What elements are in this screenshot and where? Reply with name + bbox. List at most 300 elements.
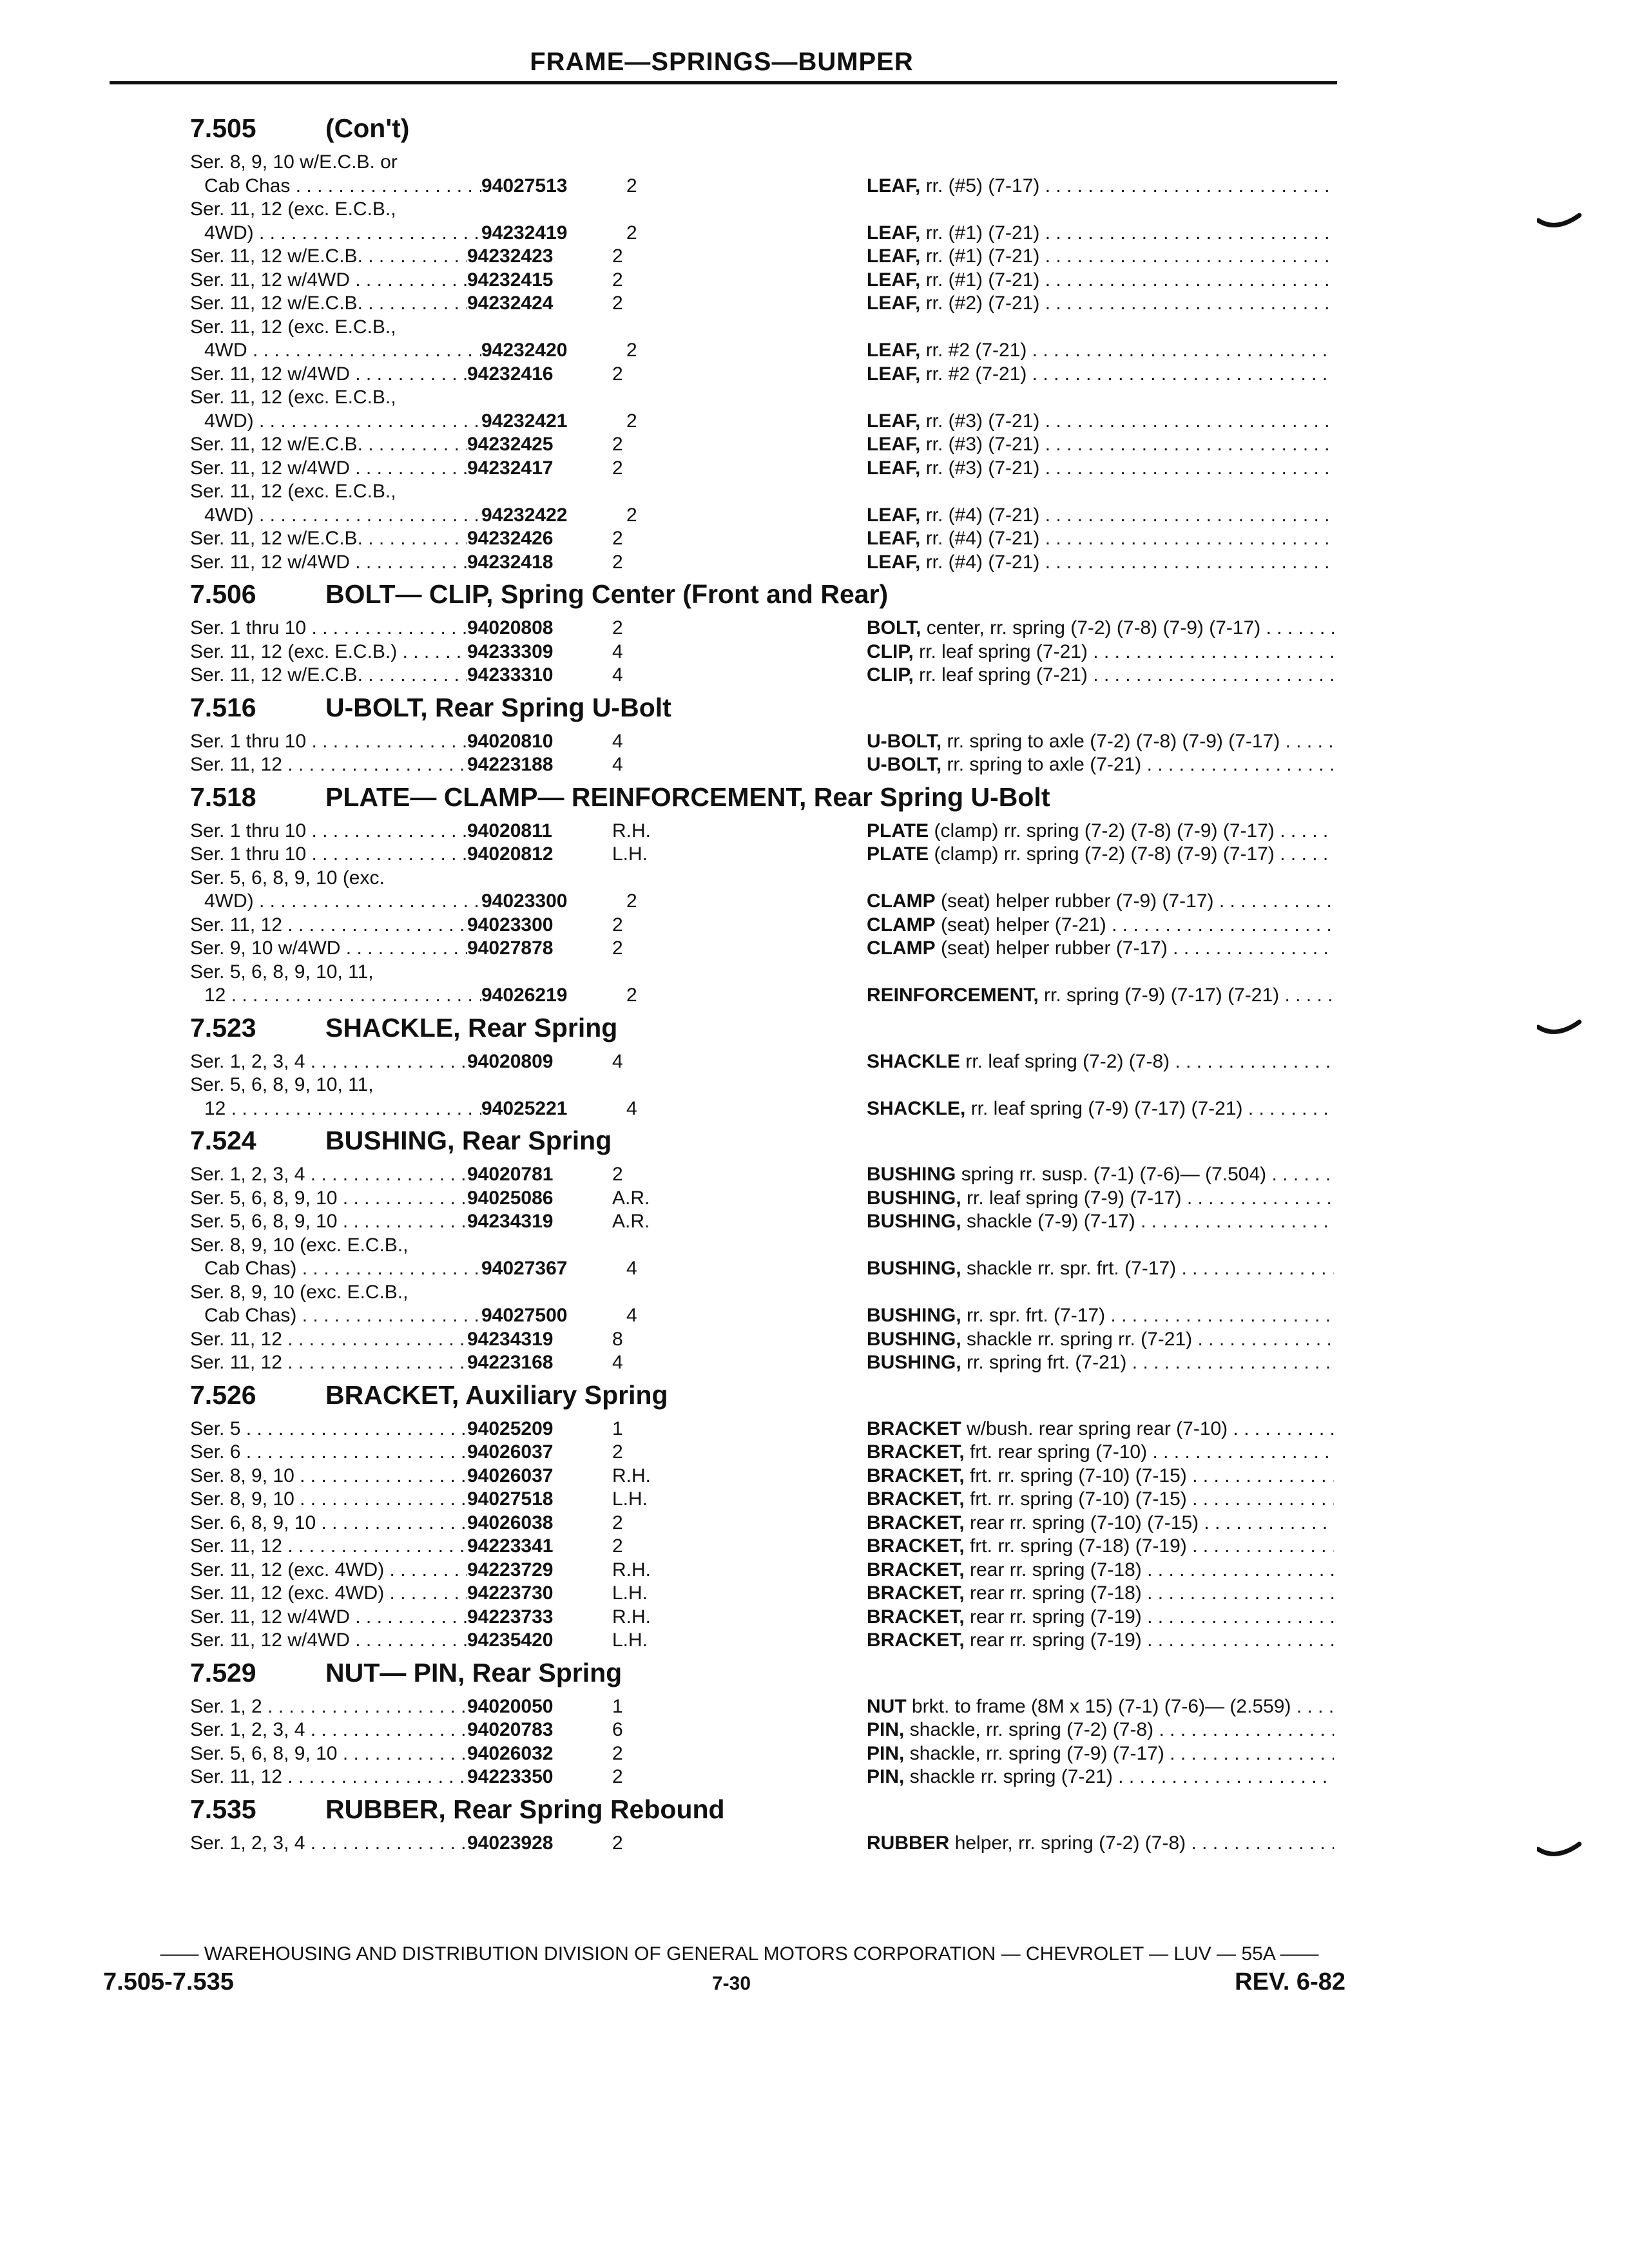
- row-left-columns: [190, 1163, 867, 1187]
- quantity: 2: [612, 1535, 623, 1557]
- quantity: [612, 198, 741, 222]
- part-description: [867, 175, 1334, 198]
- part-description: [867, 504, 1334, 528]
- section-title: RUBBER, Rear Spring Rebound: [325, 1794, 725, 1824]
- parts-row: [190, 730, 1334, 754]
- part-detail: rear rr. spring (7-18): [970, 1582, 1142, 1604]
- footer-revision: REV. 6-82: [1235, 1968, 1345, 1995]
- part-detail: shackle rr. spring rr. (7-21): [967, 1328, 1193, 1350]
- part-detail: frt. rr. spring (7-10) (7-15): [970, 1488, 1187, 1510]
- quantity: L.H.: [612, 1582, 648, 1604]
- parts-row: [190, 1695, 1334, 1719]
- part-number: 94223730: [467, 1582, 554, 1604]
- part-name: LEAF,: [867, 245, 921, 267]
- parts-row: [190, 1163, 1334, 1187]
- quantity: 2: [612, 617, 623, 639]
- part-name: CLAMP: [867, 937, 936, 959]
- quantity: R.H.: [612, 1606, 651, 1628]
- part-number: 94027500: [481, 1305, 568, 1326]
- row-left-columns: [190, 1535, 867, 1559]
- part-number: 94027513: [481, 175, 568, 197]
- application-text: Cab Chas . . .: [190, 175, 481, 198]
- quantity: [612, 1234, 741, 1258]
- part-name: CLIP,: [867, 664, 914, 686]
- part-description: [867, 984, 1334, 1008]
- application-text: Ser. 11, 12 . . .: [190, 1765, 467, 1789]
- row-left-columns: [190, 1073, 867, 1097]
- application-text: Ser. 11, 12 w/4WD . . .: [190, 269, 467, 293]
- section-title: BRACKET, Auxiliary Spring: [325, 1379, 668, 1410]
- application-text: Ser. 1 thru 10 . . .: [190, 843, 467, 867]
- part-detail: rr. (#1) (7-21): [925, 222, 1040, 244]
- part-detail: rr. leaf spring (7-21): [919, 664, 1088, 686]
- quantity: L.H.: [612, 843, 648, 865]
- part-number: 94232425: [467, 434, 554, 455]
- quantity: 2: [612, 1832, 623, 1854]
- part-description: [867, 245, 1334, 269]
- section-title: NUT— PIN, Rear Spring: [325, 1657, 622, 1687]
- row-left-columns: [190, 664, 867, 687]
- part-number: 94232423: [467, 245, 554, 267]
- part-detail: rr. spr. frt. (7-17): [967, 1305, 1106, 1326]
- row-left-columns: [190, 1304, 867, 1328]
- part-description: [867, 1535, 1334, 1559]
- part-description: [867, 222, 1334, 245]
- part-name: BUSHING,: [867, 1258, 961, 1279]
- part-description: [867, 1488, 1334, 1512]
- part-detail: shackle rr. spr. frt. (7-17): [967, 1258, 1177, 1279]
- parts-row: [190, 961, 1334, 985]
- part-detail: rr. (#4) (7-21): [925, 551, 1040, 573]
- section-title: BUSHING, Rear Spring: [325, 1126, 612, 1155]
- part-number: 94223733: [467, 1606, 554, 1628]
- part-name: LEAF,: [867, 269, 921, 291]
- row-left-columns: [190, 1097, 867, 1121]
- part-name: LEAF,: [867, 363, 921, 385]
- application-text: Cab Chas) . . .: [190, 1304, 481, 1328]
- section-heading: [190, 1794, 1334, 1832]
- application-text: Ser. 8, 9, 10 (exc. E.C.B.,: [190, 1234, 409, 1256]
- part-number: 94026037: [467, 1441, 554, 1463]
- application-text: Ser. 6, 8, 9, 10 . . .: [190, 1512, 467, 1535]
- quantity: [612, 1073, 741, 1097]
- part-description: [867, 363, 1334, 387]
- quantity: 4: [626, 1258, 637, 1279]
- part-name: LEAF,: [867, 340, 921, 361]
- part-description: [867, 1210, 1334, 1234]
- part-description: [867, 730, 1334, 754]
- quantity: 2: [612, 363, 623, 385]
- application-text: Ser. 1, 2 . . .: [190, 1695, 467, 1719]
- quantity: 4: [612, 730, 623, 752]
- row-left-columns: [190, 1328, 867, 1352]
- row-left-columns: [190, 1234, 867, 1258]
- section-number: 7.524: [190, 1126, 256, 1155]
- quantity: 2: [626, 985, 637, 1006]
- part-number: 94020781: [467, 1164, 554, 1185]
- part-number: 94223188: [467, 754, 554, 775]
- section-title: PLATE— CLAMP— REINFORCEMENT, Rear Spring U-Bolt: [325, 782, 1050, 812]
- part-number: [467, 386, 612, 410]
- parts-row: [190, 1742, 1334, 1766]
- application-text: Ser. 8, 9, 10 . . .: [190, 1465, 467, 1488]
- row-left-columns: [190, 843, 867, 867]
- application-text: Ser. 11, 12 (exc. 4WD) . . .: [190, 1582, 467, 1606]
- part-description: [867, 1097, 1334, 1121]
- part-detail: rr. (#1) (7-21): [925, 245, 1040, 267]
- parts-row: [190, 1234, 1334, 1258]
- application-text: 4WD) . . .: [190, 222, 481, 245]
- part-name: PIN,: [867, 1742, 905, 1764]
- margin-check-mark-icon: [1537, 213, 1582, 238]
- part-detail: rr. (#5) (7-17): [925, 175, 1040, 197]
- quantity: 4: [612, 754, 623, 775]
- part-detail: (clamp) rr. spring (7-2) (7-8) (7-9) (7-17): [934, 843, 1275, 865]
- quantity: [612, 316, 741, 340]
- row-left-columns: [190, 363, 867, 387]
- row-left-columns: [190, 867, 867, 890]
- row-left-columns: [190, 1606, 867, 1629]
- application-text: Ser. 1 thru 10 . . .: [190, 617, 467, 640]
- section-number: 7.518: [190, 782, 256, 812]
- application-text: Cab Chas) . . .: [190, 1257, 481, 1281]
- part-detail: frt. rr. spring (7-18) (7-19): [970, 1535, 1187, 1557]
- part-number: 94027367: [481, 1258, 568, 1279]
- quantity: 2: [626, 504, 637, 526]
- part-description: [867, 527, 1334, 551]
- application-text: Ser. 11, 12 w/4WD . . .: [190, 363, 467, 387]
- row-left-columns: [190, 1257, 867, 1281]
- part-number: 94232422: [481, 504, 568, 526]
- quantity: 2: [612, 269, 623, 291]
- application-text: Ser. 11, 12 (exc. 4WD) . . .: [190, 1559, 467, 1582]
- parts-row: [190, 914, 1334, 937]
- application-text: Ser. 11, 12 (exc. E.C.B.,: [190, 316, 396, 338]
- part-detail: rr. spring to axle (7-2) (7-8) (7-9) (7-17): [947, 730, 1280, 752]
- application-text: Ser. 9, 10 w/4WD . . .: [190, 937, 467, 961]
- row-left-columns: [190, 1187, 867, 1211]
- part-detail: brkt. to frame (8M x 15) (7-1) (7-6)— (2.559): [912, 1695, 1291, 1717]
- application-text: Ser. 5, 6, 8, 9, 10 (exc.: [190, 867, 385, 889]
- parts-row: [190, 527, 1334, 551]
- part-name: SHACKLE,: [867, 1097, 966, 1119]
- application-text: Ser. 5, 6, 8, 9, 10 . . .: [190, 1210, 467, 1234]
- part-description: [867, 1832, 1334, 1856]
- row-left-columns: [190, 984, 867, 1008]
- parts-list: [190, 113, 1334, 1855]
- part-name: LEAF,: [867, 222, 921, 244]
- application-text: Ser. 11, 12 w/4WD . . .: [190, 551, 467, 575]
- quantity: 6: [612, 1719, 623, 1740]
- part-detail: (seat) helper (7-21): [941, 914, 1106, 936]
- part-name: PLATE: [867, 843, 929, 865]
- section-heading: [190, 1658, 1334, 1695]
- application-text: Ser. 11, 12 . . .: [190, 1328, 467, 1352]
- parts-row: [190, 1832, 1334, 1856]
- row-left-columns: [190, 820, 867, 843]
- quantity: 4: [626, 1097, 637, 1119]
- section-title: SHACKLE, Rear Spring: [325, 1012, 618, 1043]
- part-number: 94020811: [467, 820, 552, 841]
- parts-row: [190, 245, 1334, 269]
- part-number: [467, 1234, 612, 1258]
- parts-row: [190, 151, 1334, 175]
- parts-row: [190, 1465, 1334, 1488]
- quantity: A.R.: [612, 1211, 650, 1232]
- part-name: BOLT,: [867, 617, 921, 639]
- part-number: 94023300: [481, 890, 568, 912]
- quantity: 4: [612, 1352, 623, 1373]
- part-description: [867, 1606, 1334, 1629]
- part-detail: rear rr. spring (7-19): [970, 1606, 1142, 1628]
- part-detail: w/bush. rear spring rear (7-10): [967, 1418, 1228, 1439]
- part-number: 94223350: [467, 1766, 554, 1787]
- part-name: U-BOLT,: [867, 730, 942, 752]
- parts-row: [190, 457, 1334, 481]
- row-left-columns: [190, 151, 867, 175]
- application-text: 4WD . . .: [190, 339, 481, 363]
- quantity: 2: [612, 914, 623, 936]
- application-text: Ser. 11, 12 . . .: [190, 914, 467, 937]
- part-number: [467, 1281, 612, 1305]
- row-left-columns: [190, 551, 867, 575]
- part-detail: rr. (#1) (7-21): [925, 269, 1040, 291]
- part-description: [867, 1187, 1334, 1211]
- application-text: Ser. 11, 12 w/4WD . . .: [190, 1606, 467, 1629]
- parts-row: [190, 617, 1334, 640]
- part-description: [867, 937, 1334, 961]
- quantity: [612, 151, 741, 175]
- quantity: 1: [612, 1695, 623, 1717]
- quantity: 2: [626, 410, 637, 432]
- part-number: 94025221: [481, 1097, 568, 1119]
- part-description: [867, 457, 1334, 481]
- row-left-columns: [190, 1742, 867, 1766]
- section-title: (Con't): [325, 113, 410, 143]
- parts-row: [190, 1512, 1334, 1535]
- application-text: Ser. 5, 6, 8, 9, 10 . . .: [190, 1187, 467, 1211]
- part-description: [867, 1695, 1334, 1719]
- parts-row: [190, 480, 1334, 504]
- part-detail: shackle rr. spring (7-21): [909, 1766, 1113, 1787]
- quantity: 2: [612, 434, 623, 455]
- header-rule: [110, 81, 1337, 84]
- application-text: Ser. 1 thru 10 . . .: [190, 730, 467, 754]
- part-detail: shackle, rr. spring (7-2) (7-8): [909, 1719, 1154, 1740]
- row-left-columns: [190, 1582, 867, 1606]
- row-left-columns: [190, 753, 867, 777]
- part-detail: rr. #2 (7-21): [925, 340, 1027, 361]
- part-number: 94020810: [467, 730, 554, 752]
- part-detail: rr. leaf spring (7-2) (7-8): [965, 1050, 1170, 1072]
- quantity: 2: [612, 1742, 623, 1764]
- part-name: BUSHING: [867, 1164, 956, 1185]
- parts-row: [190, 820, 1334, 843]
- part-number: 94234319: [467, 1211, 554, 1232]
- part-detail: rr. (#3) (7-21): [925, 457, 1040, 479]
- section-number: 7.516: [190, 692, 256, 722]
- quantity: 2: [612, 1766, 623, 1787]
- part-name: BRACKET,: [867, 1629, 965, 1651]
- part-number: 94223729: [467, 1559, 554, 1581]
- application-text: Ser. 11, 12 . . .: [190, 1351, 467, 1375]
- part-number: 94232419: [481, 222, 568, 244]
- part-description: [867, 551, 1334, 575]
- part-number: [467, 1073, 612, 1097]
- parts-row: [190, 504, 1334, 528]
- part-number: 94020809: [467, 1050, 554, 1072]
- row-left-columns: [190, 433, 867, 457]
- row-left-columns: [190, 617, 867, 640]
- row-left-columns: [190, 914, 867, 937]
- parts-row: [190, 292, 1334, 316]
- part-detail: (seat) helper rubber (7-9) (7-17): [941, 890, 1214, 912]
- part-detail: frt. rear spring (7-10): [970, 1441, 1148, 1463]
- part-number: 94027518: [467, 1488, 554, 1510]
- application-text: Ser. 11, 12 w/4WD . . .: [190, 1629, 467, 1653]
- application-text: Ser. 1, 2, 3, 4 . . .: [190, 1163, 467, 1187]
- quantity: [612, 867, 741, 890]
- parts-row: [190, 1535, 1334, 1559]
- row-left-columns: [190, 640, 867, 664]
- part-description: [867, 339, 1334, 363]
- quantity: 2: [612, 1512, 623, 1533]
- row-left-columns: [190, 1695, 867, 1719]
- parts-row: [190, 1281, 1334, 1305]
- row-left-columns: [190, 480, 867, 504]
- part-name: LEAF,: [867, 504, 921, 526]
- part-name: LEAF,: [867, 410, 921, 432]
- parts-row: [190, 640, 1334, 664]
- part-name: BRACKET,: [867, 1582, 965, 1604]
- parts-row: [190, 1050, 1334, 1074]
- part-name: PIN,: [867, 1766, 905, 1787]
- part-description: [867, 1765, 1334, 1789]
- row-left-columns: [190, 245, 867, 269]
- row-left-columns: [190, 316, 867, 340]
- quantity: 4: [626, 1305, 637, 1326]
- part-number: 94232421: [481, 410, 568, 432]
- page-header-title: FRAME—SPRINGS—BUMPER: [530, 48, 914, 76]
- section-number: 7.535: [190, 1794, 256, 1824]
- part-number: [467, 151, 612, 175]
- part-description: [867, 1418, 1334, 1441]
- parts-row: [190, 1718, 1334, 1742]
- row-left-columns: [190, 198, 867, 222]
- part-number: 94020808: [467, 617, 554, 639]
- part-number: 94232416: [467, 363, 554, 385]
- part-detail: rr. (#4) (7-21): [925, 528, 1040, 549]
- application-text: Ser. 11, 12 (exc. E.C.B.,: [190, 387, 396, 408]
- part-description: [867, 433, 1334, 457]
- part-number: 94233309: [467, 640, 554, 662]
- part-name: BRACKET,: [867, 1465, 965, 1486]
- part-detail: (seat) helper rubber (7-17): [941, 937, 1168, 959]
- part-description: [867, 1629, 1334, 1653]
- row-left-columns: [190, 222, 867, 245]
- application-text: Ser. 5, 6, 8, 9, 10, 11,: [190, 961, 374, 983]
- quantity: A.R.: [612, 1187, 650, 1209]
- part-number: [467, 480, 612, 504]
- row-left-columns: [190, 730, 867, 754]
- part-detail: frt. rr. spring (7-10) (7-15): [970, 1465, 1187, 1486]
- row-left-columns: [190, 1559, 867, 1582]
- section-heading: [190, 1126, 1334, 1163]
- row-left-columns: [190, 1210, 867, 1234]
- section-heading: [190, 1380, 1334, 1418]
- parts-row: [190, 551, 1334, 575]
- application-text: Ser. 11, 12 (exc. E.C.B.) . . .: [190, 640, 467, 664]
- row-left-columns: [190, 1281, 867, 1305]
- parts-row: [190, 269, 1334, 293]
- quantity: L.H.: [612, 1629, 648, 1651]
- part-description: [867, 269, 1334, 293]
- row-left-columns: [190, 890, 867, 914]
- part-description: [867, 890, 1334, 914]
- quantity: [612, 961, 741, 985]
- part-name: LEAF,: [867, 551, 921, 573]
- part-name: LEAF,: [867, 434, 921, 455]
- application-text: Ser. 11, 12 . . .: [190, 753, 467, 777]
- row-left-columns: [190, 1832, 867, 1856]
- parts-row: [190, 1187, 1334, 1211]
- part-name: BRACKET,: [867, 1559, 965, 1581]
- part-detail: shackle (7-9) (7-17): [967, 1211, 1135, 1232]
- part-description: [867, 820, 1334, 843]
- part-name: RUBBER: [867, 1832, 950, 1854]
- part-name: BUSHING,: [867, 1211, 961, 1232]
- part-number: 94232418: [467, 551, 554, 573]
- application-text: Ser. 8, 9, 10 . . .: [190, 1488, 467, 1512]
- part-number: 94027878: [467, 937, 554, 959]
- application-text: 12 . . .: [190, 1097, 481, 1121]
- row-left-columns: [190, 527, 867, 551]
- part-number: 94223168: [467, 1352, 554, 1373]
- part-name: U-BOLT,: [867, 754, 942, 775]
- part-description: [867, 1441, 1334, 1465]
- part-name: BUSHING,: [867, 1328, 961, 1350]
- part-number: 94023300: [467, 914, 554, 936]
- application-text: Ser. 1, 2, 3, 4 . . .: [190, 1718, 467, 1742]
- part-description: [867, 664, 1334, 687]
- part-description: [867, 1050, 1334, 1074]
- part-description: [867, 1328, 1334, 1352]
- part-detail: rr. spring frt. (7-21): [967, 1352, 1127, 1373]
- part-detail: rr. (#2) (7-21): [925, 293, 1040, 314]
- part-detail: rear rr. spring (7-10) (7-15): [970, 1512, 1199, 1533]
- parts-row: [190, 1351, 1334, 1375]
- parts-row: [190, 363, 1334, 387]
- part-name: LEAF,: [867, 457, 921, 479]
- part-detail: rr. spring to axle (7-21): [947, 754, 1142, 775]
- quantity: 2: [626, 175, 637, 197]
- parts-row: [190, 1210, 1334, 1234]
- quantity: 2: [612, 245, 623, 267]
- quantity: 2: [626, 890, 637, 912]
- part-name: LEAF,: [867, 175, 921, 197]
- section-heading: [190, 782, 1334, 820]
- row-left-columns: [190, 269, 867, 293]
- part-number: 94223341: [467, 1535, 554, 1557]
- section-heading: [190, 579, 1334, 617]
- part-number: 94026038: [467, 1512, 554, 1533]
- section-title: U-BOLT, Rear Spring U-Bolt: [325, 692, 671, 722]
- part-detail: rr. leaf spring (7-21): [919, 640, 1088, 662]
- part-detail: shackle, rr. spring (7-9) (7-17): [909, 1742, 1164, 1764]
- section-number: 7.506: [190, 579, 256, 609]
- application-text: Ser. 6 . . .: [190, 1441, 467, 1465]
- row-left-columns: [190, 1488, 867, 1512]
